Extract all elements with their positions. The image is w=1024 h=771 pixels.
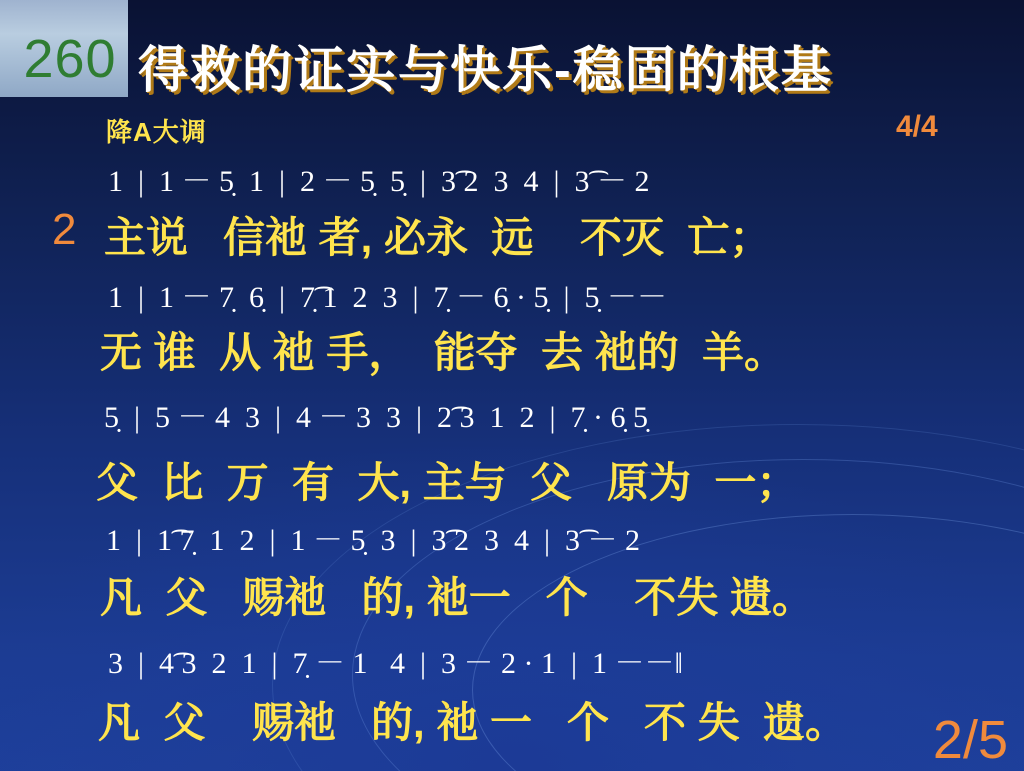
notation-line-5 bbox=[0, 638, 1024, 682]
notation-text: 5̣ | 5 － 4 3 | 4 － 3 3 | 2͡ 3 1 2 | 7̣ · 6̣ 5̣ bbox=[104, 401, 649, 434]
page-title: 得救的证实与快乐-稳固的根基 bbox=[138, 42, 833, 98]
notation-text: 1 | 1 － 7̣ 6̣ | 7̣͡ 1 2 3 | 7̣ － 6̣ · 5̣ | 5̣ －－ bbox=[108, 281, 668, 314]
lyric-text: 凡 父 赐祂 的, 祂一 个 不失 遗。 bbox=[100, 574, 815, 621]
lyric-line-3 bbox=[0, 450, 1024, 510]
page-number: 2/5 bbox=[932, 710, 1008, 770]
lyric-text: 父 比 万 有 大, 主与 父 原为 一； bbox=[96, 459, 799, 506]
notation-line-2 bbox=[0, 272, 1024, 316]
notation-line-3 bbox=[0, 392, 1024, 436]
time-signature: 4/4 bbox=[896, 110, 938, 143]
key-signature: 降A大调 bbox=[106, 117, 207, 147]
notation-line-1 bbox=[0, 156, 1024, 200]
hymn-number: 260 bbox=[23, 29, 117, 89]
lyric-text: 无 谁 从 祂 手， 能夺 去 祂的 羊。 bbox=[100, 329, 787, 376]
notation-text: 1 | 1 － 5̣ 1 | 2 － 5̣ 5̣ | 3͡ 2 3 4 | 3͡ － 2 bbox=[108, 165, 650, 198]
lyric-line-2 bbox=[0, 320, 1024, 380]
lyric-text: 凡 父 赐祂 的, 祂 一 个 不 失 遗。 bbox=[98, 699, 848, 746]
lyric-line-4 bbox=[0, 565, 1024, 625]
lyric-text: 主说 信祂 者, 必永 远 不灭 亡； bbox=[104, 214, 772, 261]
lyric-line-1 bbox=[0, 205, 1024, 265]
notation-text: 3 | 4͡ 3 2 1 | 7̣ － 1 4 | 3 － 2 · 1 | 1 －－‖ bbox=[108, 647, 683, 680]
notation-text: 1 | 1͡ 7̣ 1 2 | 1 － 5̣ 3 | 3͡ 2 3 4 | 3͡ － 2 bbox=[106, 524, 641, 557]
notation-line-4 bbox=[0, 515, 1024, 559]
lyric-line-5 bbox=[0, 690, 1024, 750]
verse-number: 2 bbox=[52, 205, 77, 254]
